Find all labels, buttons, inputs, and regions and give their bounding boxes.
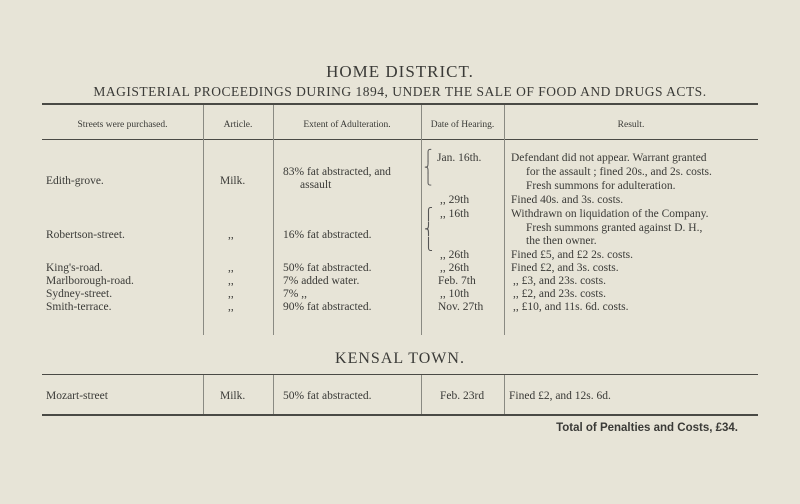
brace-icon: ⎧ ⎨ ⎩ — [424, 150, 433, 186]
article-cell: ,, — [228, 262, 234, 274]
street-cell: King's-road. — [46, 262, 103, 274]
date-cell: ,, 26th — [440, 262, 470, 274]
result-cell: Fined £5, and £2 2s. costs. — [511, 249, 634, 261]
street-cell: Edith-grove. — [46, 175, 104, 187]
header-extent: Extent of Adulteration. — [303, 120, 391, 130]
result-cell: Fined 40s. and 3s. costs. — [511, 194, 624, 206]
header-date: Date of Hearing. — [430, 120, 495, 130]
header-rule — [42, 139, 758, 140]
header-streets: Streets were purchased. — [77, 120, 168, 130]
article-cell: Milk. — [220, 390, 246, 402]
street-cell: Mozart-street — [46, 390, 108, 402]
extent-cell: 50% fat abstracted. — [283, 262, 372, 274]
article-cell: Milk. — [220, 175, 246, 187]
result-cell: Fined £2, and 12s. 6d. — [509, 390, 611, 402]
result-cell: Fresh summons for adulteration. — [526, 180, 676, 192]
result-cell: the then owner. — [526, 235, 597, 247]
extent-cell: 50% fat abstracted. — [283, 390, 372, 402]
extent-cell-cont: assault — [300, 179, 332, 191]
extent-cell: 7% ,, — [283, 288, 307, 300]
col-divider-3 — [421, 105, 422, 335]
date-cell: ,, 16th — [440, 208, 470, 220]
article-cell: ,, — [228, 275, 234, 287]
date-cell: Feb. 23rd — [440, 390, 485, 402]
result-cell: Fresh summons granted against D. H., — [526, 222, 703, 234]
bottom-rule — [42, 414, 758, 416]
date-cell: Feb. 7th — [438, 275, 476, 287]
date-cell: Nov. 27th — [438, 301, 484, 313]
result-cell: ,, £10, and 11s. 6d. costs. — [513, 301, 629, 313]
extent-cell: 90% fat abstracted. — [283, 301, 372, 313]
result-cell: ,, £3, and 23s. costs. — [513, 275, 606, 287]
brace-icon: ⎧ ⎨ ⎩ — [424, 207, 433, 251]
date-cell: Jan. 16th. — [437, 152, 482, 164]
result-cell: ,, £2, and 23s. costs. — [513, 288, 606, 300]
extent-cell: 83% fat abstracted, and — [283, 166, 391, 178]
top-rule — [42, 103, 758, 105]
article-cell: ,, — [228, 229, 234, 241]
result-cell: Withdrawn on liquidation of the Company. — [511, 208, 709, 220]
result-cell: for the assault ; fined 20s., and 2s. costs. — [526, 166, 712, 178]
col-divider-3b — [421, 375, 422, 415]
header-article: Article. — [223, 120, 253, 130]
result-cell: Defendant did not appear. Warrant granted — [511, 152, 707, 164]
col-divider-2b — [273, 375, 274, 415]
article-cell: ,, — [228, 288, 234, 300]
total-penalties: Total of Penalties and Costs, £34. — [556, 422, 738, 434]
col-divider-1 — [203, 105, 204, 335]
page-title: HOME DISTRICT. — [326, 62, 474, 81]
date-cell: ,, 29th — [440, 194, 470, 206]
extent-cell: 7% added water. — [283, 275, 360, 287]
result-cell: Fined £2, and 3s. costs. — [511, 262, 619, 274]
date-cell: ,, 26th — [440, 249, 470, 261]
col-divider-4b — [504, 375, 505, 415]
street-cell: Marlborough-road. — [46, 275, 134, 287]
col-divider-1b — [203, 375, 204, 415]
section-top-rule — [42, 374, 758, 375]
col-divider-2 — [273, 105, 274, 335]
street-cell: Sydney-street. — [46, 288, 113, 300]
section-title: KENSAL TOWN. — [335, 350, 465, 367]
col-divider-4 — [504, 105, 505, 335]
date-cell: ,, 10th — [440, 288, 470, 300]
street-cell: Smith-terrace. — [46, 301, 112, 313]
page-subtitle: MAGISTERIAL PROCEEDINGS DURING 1894, UNDER THE SALE OF FOOD AND DRUGS ACTS. — [93, 84, 707, 99]
extent-cell: 16% fat abstracted. — [283, 229, 372, 241]
header-result: Result. — [617, 120, 645, 130]
street-cell: Robertson-street. — [46, 229, 125, 241]
article-cell: ,, — [228, 301, 234, 313]
